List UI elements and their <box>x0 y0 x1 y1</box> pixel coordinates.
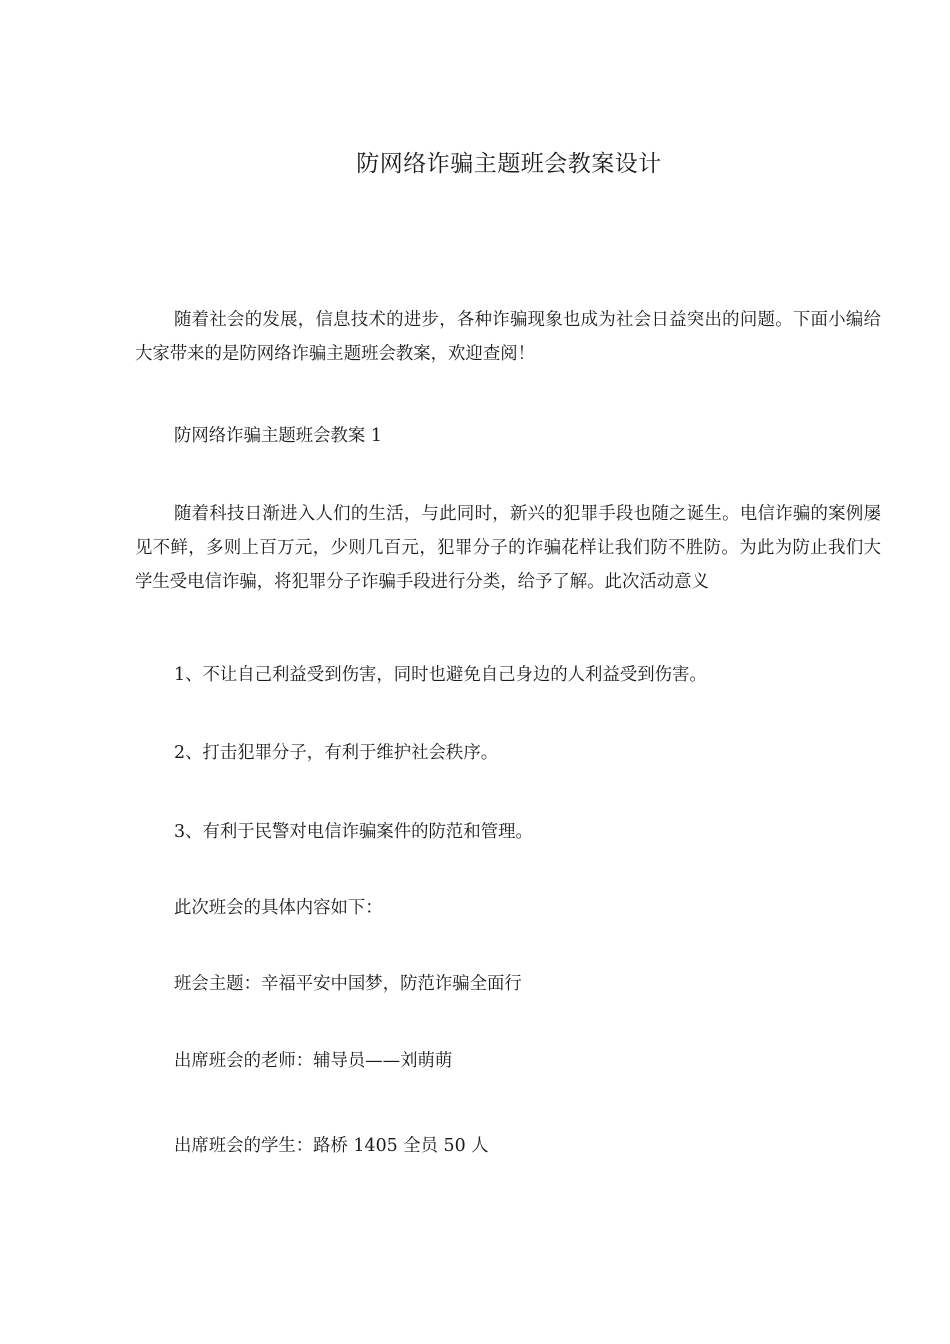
point-item-1: 1、不让自己利益受到伤害，同时也避免自己身边的人利益受到伤害。 <box>174 665 707 685</box>
point-item-2: 2、打击犯罪分子，有利于维护社会秩序。 <box>174 743 499 763</box>
attending-students: 出席班会的学生：路桥 1405 全员 50 人 <box>174 1136 489 1156</box>
section-heading: 防网络诈骗主题班会教案 1 <box>174 426 382 446</box>
section-paragraph: 随着科技日渐进入人们的生活，与此同时，新兴的犯罪手段也随之诞生。电信诈骗的案例屡见不鲜，多则上百万元，少则几百元，犯罪分子的诈骗花样让我们防不胜防。为此为防止我们大学生受电信诈骗，将犯罪分子诈骗手段进行分类，给予了解。此次活动意义 <box>135 504 881 592</box>
meeting-theme: 班会主题：辛福平安中国梦，防范诈骗全面行 <box>174 974 522 994</box>
content-intro: 此次班会的具体内容如下： <box>174 898 383 918</box>
document-title: 防网络诈骗主题班会教案设计 <box>356 151 662 177</box>
intro-paragraph: 随着社会的发展，信息技术的进步，各种诈骗现象也成为社会日益突出的问题。下面小编给大家带来的是防网络诈骗主题班会教案，欢迎查阅！ <box>135 310 881 364</box>
point-item-3: 3、有利于民警对电信诈骗案件的防范和管理。 <box>174 822 533 842</box>
attending-teacher: 出席班会的老师：辅导员——刘萌萌 <box>174 1051 453 1071</box>
